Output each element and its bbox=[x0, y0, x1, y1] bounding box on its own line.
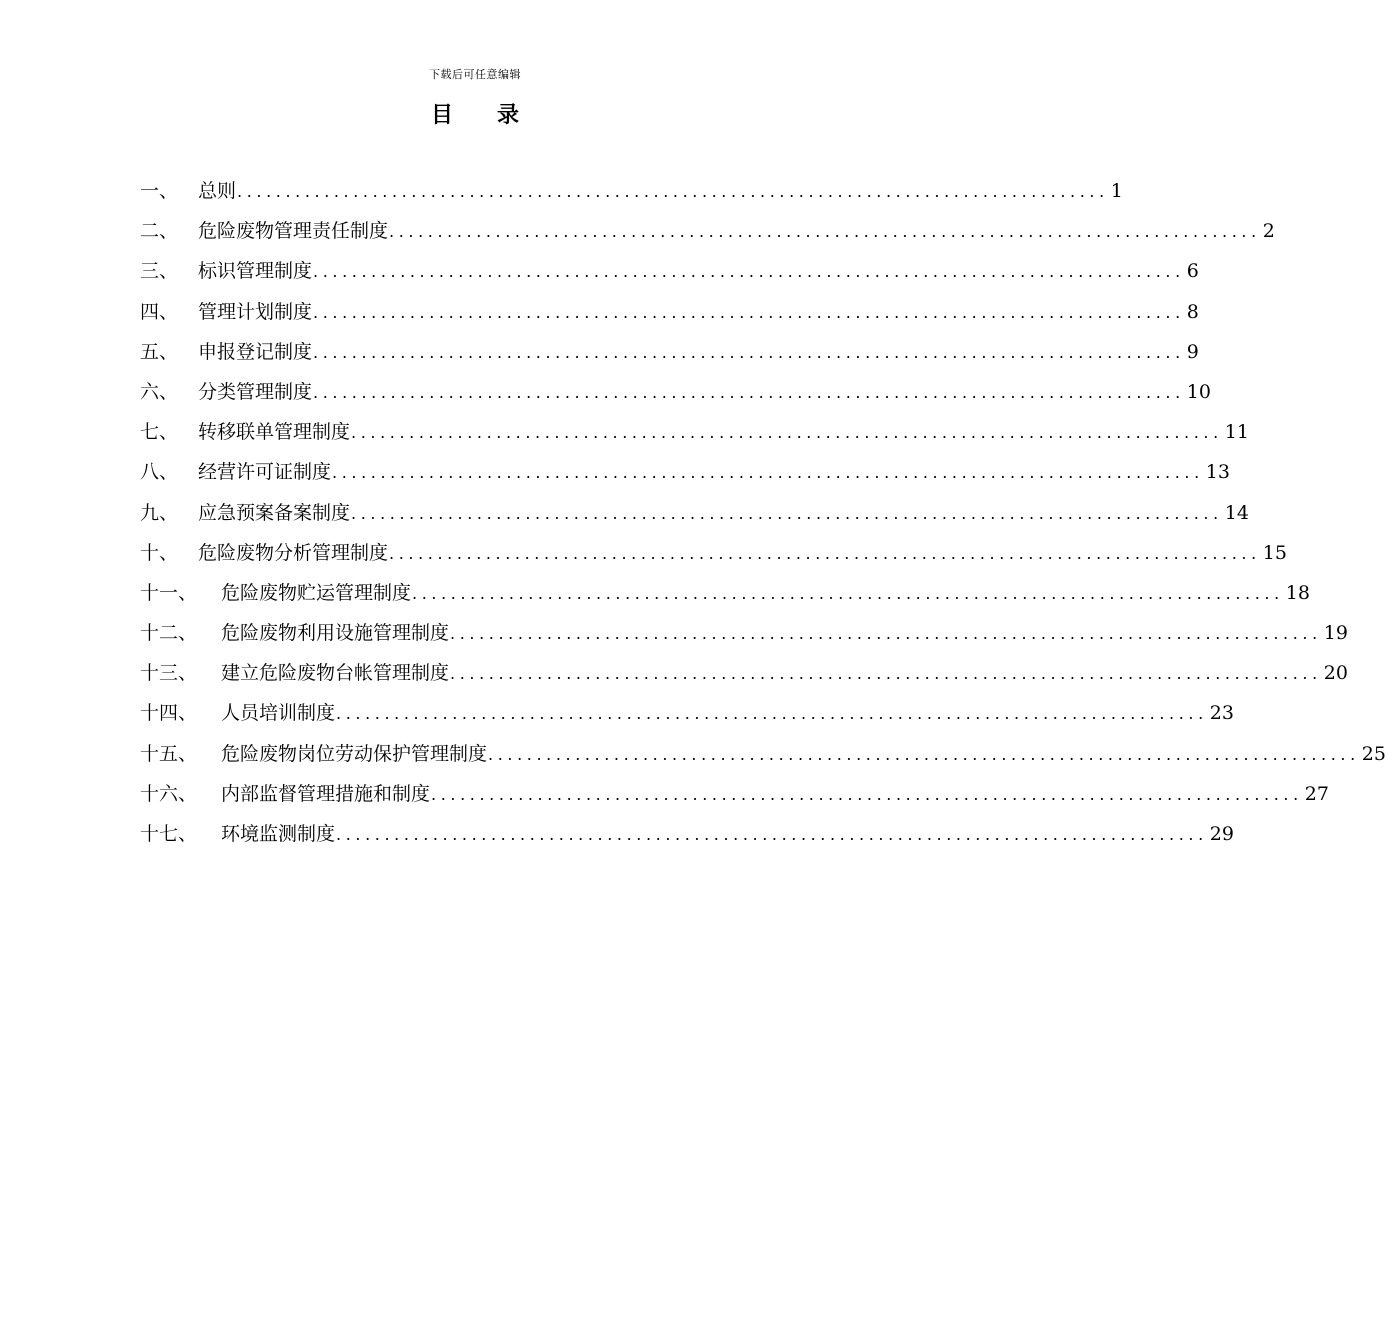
toc-entry-title[interactable]: 内部监督管理措施和制度 bbox=[221, 782, 431, 805]
toc-entry-page[interactable]: 25 bbox=[1361, 742, 1386, 765]
toc-entry-page[interactable]: 1 bbox=[1110, 180, 1123, 202]
dot-leader: .......................................................................................... bbox=[412, 583, 1284, 603]
toc-entry-number: 十一、 bbox=[140, 581, 198, 604]
toc-entry-8[interactable] bbox=[140, 457, 1230, 497]
toc-entry-page[interactable]: 8 bbox=[1186, 300, 1199, 323]
toc-entry-number: 十三、 bbox=[140, 662, 198, 685]
toc-entry-title[interactable]: 危险废物管理责任制度 bbox=[198, 220, 389, 243]
toc-entry-title[interactable]: 危险废物贮运管理制度 bbox=[221, 581, 412, 604]
toc-entry-title[interactable]: 危险废物分析管理制度 bbox=[198, 541, 389, 564]
dot-leader: .......................................................................................... bbox=[336, 825, 1208, 844]
toc-entry-page[interactable]: 19 bbox=[1323, 622, 1348, 645]
toc-entry-title[interactable]: 经营许可证制度 bbox=[198, 461, 332, 484]
toc-entry-16[interactable] bbox=[140, 779, 1329, 819]
toc-entry-page[interactable]: 29 bbox=[1209, 823, 1234, 845]
dot-leader: .......................................................................................... bbox=[351, 423, 1223, 443]
header-note: 下载后可任意编辑 bbox=[429, 68, 521, 81]
toc-entry-number: 十七、 bbox=[140, 823, 198, 845]
dot-leader: .......................................................................................... bbox=[313, 382, 1185, 402]
toc-entry-page[interactable]: 27 bbox=[1304, 782, 1329, 805]
dot-leader: .......................................................................................... bbox=[332, 463, 1204, 483]
toc-entry-title[interactable]: 转移联单管理制度 bbox=[198, 421, 351, 444]
toc-entry-5[interactable] bbox=[140, 337, 1199, 377]
dot-leader: .......................................................................................... bbox=[336, 704, 1208, 724]
toc-entry-page[interactable]: 13 bbox=[1205, 461, 1230, 484]
toc-entry-page[interactable]: 20 bbox=[1323, 662, 1348, 685]
toc-entry-number: 九、 bbox=[140, 501, 179, 524]
toc-entry-number: 六、 bbox=[140, 380, 179, 403]
toc-list bbox=[140, 176, 1386, 859]
dot-leader: .......................................................................................... bbox=[237, 182, 1109, 201]
toc-entry-title[interactable]: 总则 bbox=[198, 180, 237, 202]
toc-entry-number: 十二、 bbox=[140, 622, 198, 645]
toc-entry-number: 十四、 bbox=[140, 702, 198, 725]
toc-entry-title[interactable]: 危险废物岗位劳动保护管理制度 bbox=[221, 742, 488, 765]
dot-leader: .......................................................................................... bbox=[431, 784, 1303, 804]
toc-entry-page[interactable]: 11 bbox=[1224, 421, 1249, 444]
toc-entry-11[interactable] bbox=[140, 578, 1310, 618]
toc-entry-title[interactable]: 管理计划制度 bbox=[198, 300, 313, 323]
dot-leader: .......................................................................................... bbox=[389, 543, 1261, 563]
toc-entry-page[interactable]: 18 bbox=[1285, 581, 1310, 604]
toc-entry-4[interactable] bbox=[140, 297, 1199, 337]
dot-leader: .......................................................................................... bbox=[313, 342, 1185, 362]
toc-entry-title[interactable]: 建立危险废物台帐管理制度 bbox=[221, 662, 450, 685]
dot-leader: .......................................................................................... bbox=[313, 302, 1185, 322]
toc-entry-number: 八、 bbox=[140, 461, 179, 484]
toc-entry-13[interactable] bbox=[140, 658, 1348, 698]
toc-entry-1[interactable] bbox=[140, 176, 1123, 216]
toc-entry-number: 七、 bbox=[140, 421, 179, 444]
toc-entry-page[interactable]: 14 bbox=[1224, 501, 1249, 524]
dot-leader: .......................................................................................... bbox=[450, 624, 1322, 644]
toc-entry-2[interactable] bbox=[140, 216, 1275, 256]
toc-entry-title[interactable]: 标识管理制度 bbox=[198, 260, 313, 283]
toc-entry-title[interactable]: 环境监测制度 bbox=[221, 823, 336, 845]
toc-entry-3[interactable] bbox=[140, 256, 1199, 296]
dot-leader: .......................................................................................... bbox=[389, 222, 1261, 242]
toc-entry-number: 二、 bbox=[140, 220, 179, 243]
toc-entry-title[interactable]: 分类管理制度 bbox=[198, 380, 313, 403]
toc-entry-title[interactable]: 应急预案备案制度 bbox=[198, 501, 351, 524]
toc-entry-page[interactable]: 9 bbox=[1186, 340, 1199, 363]
toc-entry-number: 十六、 bbox=[140, 782, 198, 805]
toc-entry-15[interactable] bbox=[140, 739, 1386, 779]
toc-entry-number: 十、 bbox=[140, 541, 179, 564]
toc-entry-number: 三、 bbox=[140, 260, 179, 283]
toc-entry-12[interactable] bbox=[140, 618, 1348, 658]
dot-leader: .......................................................................................... bbox=[351, 503, 1223, 523]
toc-entry-6[interactable] bbox=[140, 377, 1211, 417]
toc-entry-page[interactable]: 6 bbox=[1186, 260, 1199, 283]
toc-entry-page[interactable]: 15 bbox=[1262, 541, 1287, 564]
toc-entry-title[interactable]: 人员培训制度 bbox=[221, 702, 336, 725]
toc-entry-number: 四、 bbox=[140, 300, 179, 323]
toc-entry-title[interactable]: 申报登记制度 bbox=[198, 340, 313, 363]
toc-entry-17[interactable] bbox=[140, 819, 1234, 859]
toc-entry-14[interactable] bbox=[140, 698, 1234, 738]
toc-entry-title[interactable]: 危险废物利用设施管理制度 bbox=[221, 622, 450, 645]
toc-entry-number: 五、 bbox=[140, 340, 179, 363]
toc-entry-page[interactable]: 23 bbox=[1209, 702, 1234, 725]
toc-entry-number: 一、 bbox=[140, 180, 179, 202]
toc-entry-7[interactable] bbox=[140, 417, 1249, 457]
toc-title-first-char: 目 bbox=[430, 102, 453, 128]
toc-entry-page[interactable]: 10 bbox=[1186, 380, 1211, 403]
toc-entry-10[interactable] bbox=[140, 538, 1287, 578]
toc-title-second-char: 录 bbox=[497, 102, 520, 128]
dot-leader: .......................................................................................... bbox=[488, 744, 1360, 764]
dot-leader: .......................................................................................... bbox=[313, 262, 1185, 282]
toc-title bbox=[0, 98, 950, 129]
dot-leader: .......................................................................................... bbox=[450, 664, 1322, 684]
toc-entry-9[interactable] bbox=[140, 498, 1249, 538]
toc-entry-page[interactable]: 2 bbox=[1262, 220, 1275, 243]
toc-entry-number: 十五、 bbox=[140, 742, 198, 765]
